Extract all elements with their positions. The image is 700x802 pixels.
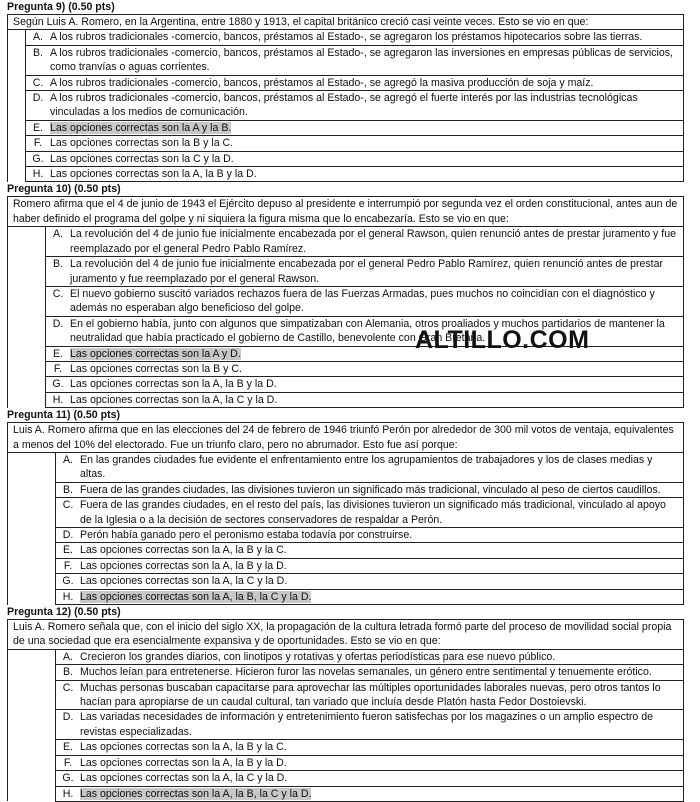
option-label: Las opciones correctas son la A, la B y la D. (70, 378, 277, 391)
answer-option[interactable] (8, 392, 684, 407)
option-text (80, 453, 679, 482)
option-text (80, 787, 311, 801)
option-letter: G. (62, 575, 74, 588)
option-letter: B. (52, 258, 63, 271)
option-label: Las opciones correctas son la C y la D. (50, 152, 234, 165)
option-label: A los rubros tradicionales -comercio, bancos, préstamos al Estado-, se agregaron las inversiones en empresas públicas de servicios, como tranvías o aguas corrientes. (50, 46, 673, 74)
question-title: Pregunta 12) (0.50 pts) (7, 606, 121, 619)
option-label: Las opciones correctas son la A, la B y la C. (80, 544, 287, 557)
option-text (80, 543, 287, 557)
question-11 (7, 408, 684, 605)
answer-option[interactable] (8, 558, 684, 573)
option-letter: D. (32, 92, 44, 105)
option-label: El nuevo gobierno suscitó variados rechazos fuera de las Fuerzas Armadas, pues muchos no coincidían con el diagnóstico y además no esperaban algo beneficioso del golpe. (70, 287, 655, 315)
answer-option[interactable] (8, 377, 684, 392)
option-label: Las opciones correctas son la A, la B y la C. (80, 741, 287, 754)
option-label: A los rubros tradicionales -comercio, bancos, préstamos al Estado-, se agregó el fuerte interés por las industrias tecnológicas vinculadas a los medios de comunicación. (50, 92, 638, 119)
option-letter: E. (62, 741, 73, 754)
option-letter: E. (32, 121, 43, 134)
option-text (50, 152, 234, 166)
option-label: En el gobierno había, junto con algunos que simpatizaban con Alemania, otros proaliados y muchos partidarios de mantener la neutralidad que había practicado el gobierno de Castillo, benevolente con Gran Bretaña. (70, 317, 665, 345)
option-letter: F. (63, 559, 73, 572)
question-table (7, 619, 684, 802)
answer-option[interactable] (8, 120, 684, 135)
option-text (80, 650, 555, 664)
option-text (70, 287, 679, 316)
option-label: Crecieron los grandes diarios, con linotipos y rotativas y ofertas periodísticas para ese nuevo público. (80, 650, 556, 663)
option-text (50, 76, 593, 90)
option-letter: B. (62, 666, 73, 679)
option-label: Las opciones correctas son la A, la B y la D. (80, 559, 287, 572)
question-title: Pregunta 9) (0.50 pts) (7, 1, 115, 13)
option-text (80, 771, 287, 785)
option-letter: C. (62, 499, 74, 512)
option-label: Las opciones correctas son la A, la C y la D. (80, 772, 288, 785)
question-9 (7, 0, 684, 182)
option-label: Las opciones correctas son la A, la C y la D. (80, 575, 288, 588)
option-letter: E. (52, 347, 63, 360)
option-text (80, 740, 287, 754)
option-text (80, 590, 311, 604)
option-text (50, 167, 257, 181)
option-label: Fuera de las grandes ciudades, las divisiones tuvieron un significado más tradicional, vinculado al peso de ciertos caudillos. (80, 483, 661, 496)
watermark: ALTILLO.COM (415, 326, 590, 354)
answer-option[interactable] (8, 30, 684, 45)
option-label: Las variadas necesidades de información y entretenimiento fueron satisfechas por los magazines o un amplio espectro de revistas especializadas. (80, 711, 653, 738)
question-12 (7, 605, 684, 802)
option-letter: F. (33, 137, 43, 150)
answer-option[interactable] (8, 482, 684, 497)
option-letter: H. (62, 787, 74, 800)
option-text (70, 393, 277, 407)
answer-option[interactable] (8, 665, 684, 680)
option-label: Las opciones correctas son la A, la B y la D. (80, 756, 287, 769)
question-table (7, 196, 684, 408)
answer-option[interactable] (8, 91, 684, 121)
answer-option[interactable] (8, 528, 684, 543)
option-letter: A. (32, 31, 43, 44)
answer-option[interactable] (8, 75, 684, 90)
option-letter: C. (32, 76, 44, 89)
option-label: Fuera de las grandes ciudades, en el resto del país, las divisiones tuvieron un significado más tradicional, vinculado al apoyo de la Iglesia o a la decisión de sectores conservadores de respaldar a Perón. (80, 499, 666, 526)
option-label: A los rubros tradicionales -comercio, bancos, préstamos al Estado-, se agregó la masiva producción de soja y maíz. (50, 76, 594, 89)
option-text (50, 121, 231, 135)
option-text (70, 227, 679, 256)
answer-option[interactable] (8, 755, 684, 770)
option-text (70, 257, 679, 286)
option-text (80, 710, 679, 739)
answer-option[interactable] (8, 136, 684, 151)
question-title: Pregunta 10) (0.50 pts) (7, 183, 121, 196)
option-label: Muchos leían para entretenerse. Hicieron furor las novelas semanales, un género entre sentimental y tenuemente erótico. (80, 666, 652, 679)
option-letter: F. (53, 362, 63, 375)
option-text (80, 528, 412, 542)
answer-option[interactable] (8, 45, 684, 75)
exam-document (7, 0, 684, 802)
answer-option[interactable] (8, 257, 684, 287)
option-text (80, 756, 287, 770)
answer-option[interactable] (8, 227, 684, 257)
option-label: Perón había ganado pero el peronismo estaba todavía por construirse. (80, 529, 413, 541)
option-text (80, 498, 679, 527)
option-letter: C. (62, 681, 74, 694)
option-label: Las opciones correctas son la A, la B y la D. (50, 168, 257, 181)
option-letter: H. (52, 393, 64, 406)
option-letter: G. (62, 772, 74, 785)
answer-option[interactable] (8, 574, 684, 589)
answer-option[interactable] (8, 543, 684, 558)
question-stem: Según Luis A. Romero, en la Argentina, entre 1880 y 1913, el capital británico creció casi veinte veces. Esto se vio en que: (8, 15, 684, 30)
option-letter: D. (62, 529, 74, 541)
option-text (80, 681, 679, 710)
option-letter: A. (62, 453, 73, 466)
option-letter: A. (62, 650, 73, 663)
option-letter: A. (52, 228, 63, 241)
option-label: En las grandes ciudades fue evidente el enfrentamiento entre los agrupamientos de trabajadores y los de clases medias y altas. (80, 453, 653, 481)
option-letter: B. (32, 46, 43, 59)
answer-option[interactable] (8, 361, 684, 376)
question-title: Pregunta 11) (0.50 pts) (7, 409, 121, 422)
option-letter: D. (52, 317, 64, 330)
option-label: Las opciones correctas son la A, la C y la D. (70, 393, 278, 406)
selected-option-text: Las opciones correctas son la A, la B, la C y la D. (80, 590, 312, 603)
answer-option[interactable] (8, 649, 684, 664)
question-stem: Luis A. Romero señala que, con el inicio del siglo XX, la propagación de la cultura letrada formó parte del proceso de movilidad social propia de una sociedad que era esencialmente expansiva y de oportunidades. Esto se vio en que: (8, 620, 684, 650)
option-letter: C. (52, 287, 64, 300)
option-letter: F. (63, 756, 73, 769)
question-table (7, 422, 684, 605)
option-letter: E. (62, 544, 73, 557)
option-text (70, 347, 241, 361)
answer-option[interactable] (8, 167, 684, 182)
question-10 (7, 182, 684, 408)
option-text (80, 574, 287, 588)
option-letter: G. (52, 378, 64, 391)
option-text (80, 665, 652, 679)
option-text (50, 30, 642, 44)
question-stem: Luis A. Romero afirma que en las elecciones del 24 de febrero de 1946 triunfó Perón por alrededor de 300 mil votos de ventaja, equivalentes a menos del 10% del electorado. Fue un triunfo claro, pero no abrumador. Esto fue así porque: (8, 423, 684, 453)
option-text (50, 136, 233, 150)
answer-option[interactable] (8, 786, 684, 801)
answer-option[interactable] (8, 771, 684, 786)
answer-option[interactable] (8, 589, 684, 604)
selected-option-text: Las opciones correctas son la A y D. (70, 347, 241, 360)
option-label: A los rubros tradicionales -comercio, bancos, préstamos al Estado-, se agregaron los préstamos hipotecarios sobre las tierras. (50, 31, 643, 44)
option-letter: H. (32, 168, 44, 181)
answer-option[interactable] (8, 740, 684, 755)
answer-option[interactable] (8, 498, 684, 528)
answer-option[interactable] (8, 452, 684, 482)
selected-option-text: Las opciones correctas son la A, la B, la C y la D. (80, 787, 312, 800)
option-text (80, 483, 661, 497)
option-letter: G. (32, 152, 44, 165)
question-stem: Romero afirma que el 4 de junio de 1943 el Ejército depuso al presidente e interrumpió por segunda vez el orden constitucional, antes aun de haber definido el programa del golpe y ni siquiera la figura misma que lo encabezaría. Esto se vio en que: (8, 197, 684, 227)
option-label: La revolución del 4 de junio fue inicialmente encabezada por el general Rawson, quien renunció antes de prestar juramento y fue reemplazado por el general Pedro Pablo Ramírez. (70, 228, 676, 255)
option-text (80, 559, 287, 573)
option-text (70, 362, 242, 376)
answer-option[interactable] (8, 151, 684, 166)
option-label: Las opciones correctas son la B y la C. (50, 137, 234, 150)
option-text (50, 46, 679, 75)
option-letter: D. (62, 711, 74, 724)
option-label: La revolución del 4 de junio fue inicialmente encabezada por el general Pedro Pablo Ramírez, quien renunció antes de prestar juramento y fue reemplazado por el general Rawson. (70, 258, 664, 285)
option-text (50, 91, 679, 120)
option-label: Las opciones correctas son la B y C. (70, 362, 242, 375)
question-table (7, 14, 684, 182)
option-letter: B. (62, 483, 73, 496)
option-text (70, 377, 277, 391)
option-label: Muchas personas buscaban capacitarse para aprovechar las múltiples oportunidades laborales nuevas, pero otros tantos lo hacían para apropiarse de un caudal cultural, tan variado que incluía desde Platón hasta Fedor Dostoievski. (80, 681, 661, 709)
selected-option-text: Las opciones correctas son la A y la B. (50, 121, 232, 134)
answer-option[interactable] (8, 286, 684, 316)
answer-option[interactable] (8, 710, 684, 740)
option-letter: H. (62, 590, 74, 603)
answer-option[interactable] (8, 680, 684, 710)
